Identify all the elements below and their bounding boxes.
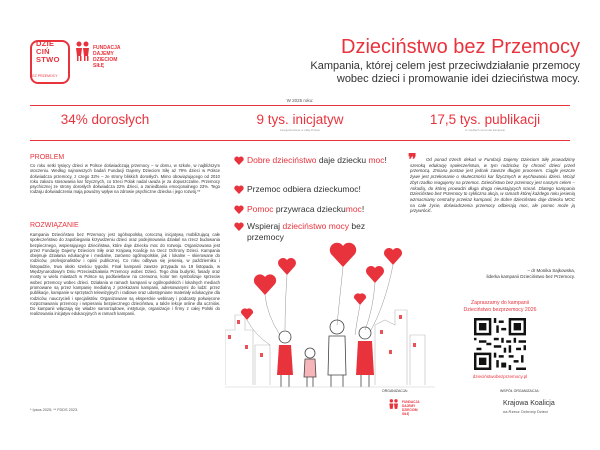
divider: [30, 105, 570, 106]
slogan-part: dzieciństwo mocy: [282, 221, 350, 231]
problem-heading: PROBLEM: [30, 154, 65, 161]
foundation-logo-icon: [388, 398, 400, 413]
organizer-name: [402, 400, 420, 416]
foundation-name: [93, 45, 121, 69]
campaign-slogan: [247, 184, 397, 195]
stat-value: 9 tys. inicjatyw: [256, 112, 344, 127]
foundation-line: SIŁĘ: [93, 63, 105, 69]
organizer-label: ORGANIZACJA:: [382, 389, 408, 393]
slogan-part: Przemoc odbiera dzieckumoc!: [247, 184, 361, 194]
page-subtitle: [260, 60, 580, 86]
page-title: Dzieciństwo bez Przemocy: [341, 36, 580, 58]
stat-note: zarejestrowane w całej Polsce: [279, 128, 321, 132]
year-label: W 2025 roku:: [286, 98, 314, 103]
quote-author-block: [420, 268, 575, 280]
foundation-line: DAJEMY: [93, 51, 114, 57]
slogan-part: moc: [345, 204, 362, 214]
foundation-line: DZIECIOM: [93, 57, 118, 63]
logo-tagline: BEZ PRZEMOCY: [30, 74, 58, 78]
campaign-slogan: [247, 155, 397, 166]
problem-text: Co roku setki tysięcy dzieci w Polsce doświadczają przemocy – w domu, w szkole, w najbliższym otoczeniu. Według najnowszych badań Fundacji Dajemy Dzieciom Siłę aż 79% dzieci w Polsce doświadcza przemocy, z czego 32% – ze strony bliskich dorosłych. Mimo obowiązującego od 2010 roku zakazu stosowania kar fizycznych, co trzeci Polak nadal uważa je za dopuszczalne. Przemocy psychicznej ze strony dorosłych doświadcza 22% dzieci, a zaniedbania emocjonalnego 23%. Tego rodzaju doświadczenia mają poważny wpływ na zdrowie psychiczne dziecka i jego rozwój.**: [30, 163, 220, 195]
family-illustration: [225, 235, 435, 390]
slogan-part: Dobre dzieciństwo: [247, 155, 317, 165]
heart-icon: [234, 205, 244, 214]
foundation-logo-icon: [74, 40, 92, 62]
slogan-part: moc: [368, 155, 385, 165]
slogan-part: !: [384, 155, 387, 165]
subtitle-line: Kampania, której celem jest przeciwdziałanie przemocy: [310, 60, 580, 72]
qr-intro-line: Dzieciństwo bezprzemocy 2026: [463, 306, 537, 313]
campaign-slogan: [247, 204, 397, 215]
solution-text: Kampania Dzieciństwo bez Przemocy jest ogólnopolską coroczną inicjatywą mobilizującą całe społeczeństwo do zapobiegania krzywdzeniu dzieci oraz podejmowania działań na rzecz budowania bezpiecznego, wspierającego dzieciństwa, które daje dziecku moc do rozwoju. Organizowana jest przez Fundację Dajemy Dzieciom Siłę oraz Krajową Koalicję na rzecz Ochrony Dzieci. Kampania obejmuje działania edukacyjne i medialne, zarówno ogólnopolskie, jak i lokalne – skierowane do rodziców, profesjonalistów i opinii publicznej. Co roku odbywa się jesienią, w październiku i listopadzie, trwa około sześciu tygodni. Finał kampanii zawsze przypada na 19 listopada, w Międzynarodowym Dniu Przeciwdziałania Przemocy wobec Dzieci. Tego dnia budynki, fasady oraz mosty w wielu miastach w Polsce są podświetlane na czerwono, kolor ten symbolizuje sprzeciw wobec przemocy wobec dzieci. Działania w ramach kampanii w ogólnopolskich i lokalnych mediach promowane są przez kampanię medialną z przekazami kampanii, adresowanymi do ludzi: przez publikacje, kampanie w sprzętach telewizyjnych i radiowe oraz udostępniane materiały edukacyjne dla rodziców, nauczycieli i specjalistów. Organizowane są eksperckie webinary i podcasty poświęcone rozpoznawaniu przemocy i wspieraniu bezpiecznego dzieciństwa, a także lekcje online dla uczniów. Do kampanii włączają się władze samorządowe, instytucje, organizacje i firmy z całej Polski do realizowania inicjatyw edukacyjnych w ramach kampanii.: [30, 232, 220, 317]
partner-name: Krajowa Koalicja: [503, 400, 555, 407]
quote-author: – dr Monika Sajkowska,: [527, 268, 575, 273]
organizer-line: SIŁĘ: [402, 412, 410, 416]
foundation-line: FUNDACJA: [93, 45, 121, 51]
qr-intro-line: Zapraszamy do kampanii: [471, 300, 529, 306]
partner-subtitle: na Rzecz Ochrony Dzieci: [503, 409, 548, 414]
organizer-line: DZIECIOM: [402, 408, 418, 412]
qr-code[interactable]: [474, 318, 526, 370]
slogan-part: daje dziecku: [316, 155, 369, 165]
logo-line: DZIE: [36, 39, 55, 48]
brand-logo: [36, 40, 68, 64]
logo-line: CIŃ: [36, 47, 50, 56]
logo-line: STWO: [36, 55, 60, 64]
heart-icon: [234, 156, 244, 165]
divider: [30, 140, 570, 141]
slogan-part: bez przemocy: [247, 221, 366, 242]
stat-value: 34% dorosłych: [60, 112, 150, 127]
qr-intro: [440, 300, 560, 313]
quote-icon: ❞: [408, 152, 417, 169]
slogan-part: !: [361, 204, 365, 214]
quote-text: Od ponad trzech dekad w Fundacji Dajemy Dzieciom Siłę prowadzimy szeroką edukację społeczeństwa, w tym rodziców, by chronić dzieci przed przemocą. Zmiana postaw jest jednak zawsze długim procesem. Ciągle jeszcze żywe jest przekonanie o skuteczności kar fizycznych w wychowaniu dzieci. Wciąż zbyt rzadko reagujemy na przemoc. Dzieciństwo bez przemocy jest naszym celem – Arkadią, do której prowadzi długa droga nieustających starań. Dlatego kampania Dzieciństwo bez Przemocy to cykliczna akcja, w ramach której każdego roku jesienią wzmacniamy centralny przekaz kampanii, że dobre dzieciństwo daje dziecku MOC na całe życie, doświadczenia przemocy odbierają moc, ale pomoc może ją przywrócić.: [410, 157, 575, 214]
partner-label: WSPÓŁ ORGANIZACJA:: [500, 389, 540, 393]
solution-heading: ROZWIĄZANIE: [30, 222, 79, 229]
organizer-line: FUNDACJA: [402, 400, 420, 404]
subtitle-line: wobec dzieci i promowanie idei dzieciństwa mocy.: [336, 73, 580, 85]
campaign-url-link[interactable]: dzieciństwobezprzemocy.pl: [472, 374, 528, 379]
organizer-line: DAJEMY: [402, 404, 416, 408]
heart-icon: [234, 222, 244, 231]
quote-author-role: liderka kampanii Dzieciństwo bez Przemocy.: [486, 274, 575, 279]
stat-value: 17,5 tys. publikacji: [429, 112, 541, 127]
stat-note: w mediach na temat kampanii: [465, 128, 505, 132]
footnote: * Ipsos 2025; ** FDDS 2023.: [30, 408, 79, 412]
slogan-part: przywraca dziecku: [273, 204, 346, 214]
slogan-part: Pomoc: [247, 204, 274, 214]
slogan-part: Wspieraj: [247, 221, 283, 231]
heart-icon: [234, 185, 244, 194]
